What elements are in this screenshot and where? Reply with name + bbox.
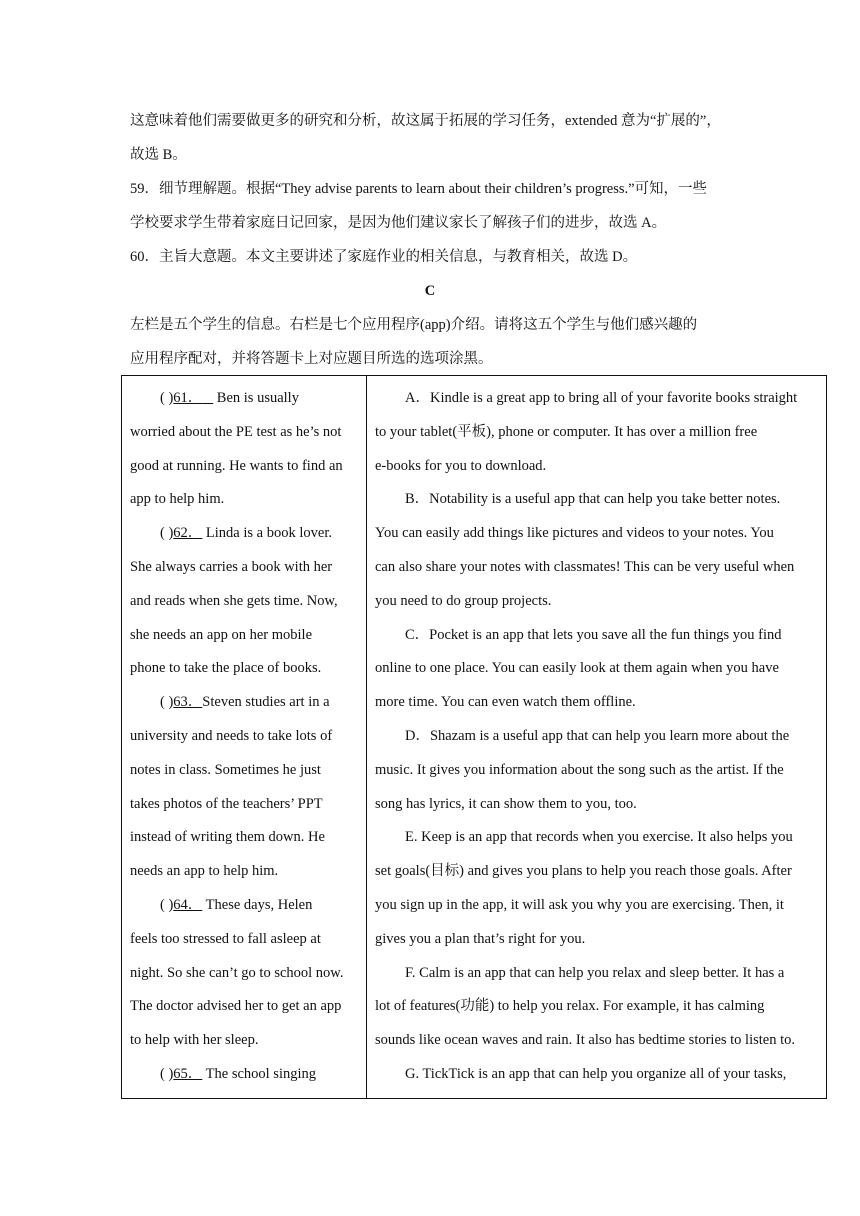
question-line: worried about the PE test as he’s not: [130, 423, 342, 440]
section-instructions: [130, 308, 750, 376]
app-line: you sign up in the app, it will ask you why you are exercising. Then, it: [375, 896, 784, 913]
question-line: The doctor advised her to get an app: [130, 998, 342, 1015]
intro-line: 学校要求学生带着家庭日记回家，是因为他们建议家长了解孩子们的进步，故选 A。: [130, 215, 667, 231]
app-line: gives you a plan that’s right for you.: [375, 930, 586, 947]
answer-paren: ( ): [160, 525, 174, 542]
app-option-f: F. Calm is an app that can help you relax and sleep better. It has a: [405, 964, 785, 981]
answer-paren: ( ): [160, 390, 174, 406]
app-line: sounds like ocean waves and rain. It also has bedtime stories to listen to.: [375, 1032, 796, 1049]
matching-table: [121, 375, 827, 1099]
question-63: [130, 686, 362, 720]
app-option-b: B．Notability is a useful app that can help you take better notes.: [405, 491, 781, 508]
intro-line: 故选 B。: [130, 147, 187, 163]
intro-line: 60．主旨大意题。本文主要讲述了家庭作业的相关信息，与教育相关，故选 D。: [130, 249, 638, 265]
question-number: 64．: [173, 896, 203, 913]
app-line: online to one place. You can easily look at them again when you have: [375, 660, 779, 677]
answer-blank: [202, 390, 213, 406]
app-line: to your tablet(平板), phone or computer. It has over a million free: [375, 423, 758, 440]
students-column: [122, 376, 367, 1099]
question-line: app to help him.: [130, 491, 225, 508]
app-option-a: A．Kindle is a great app to bring all of your favorite books straight: [405, 390, 798, 406]
question-61: [130, 382, 362, 416]
question-number: 62．: [173, 525, 203, 542]
answer-paren: ( ): [160, 896, 174, 913]
question-text: These days, Helen: [202, 896, 313, 913]
question-line: She always carries a book with her: [130, 558, 333, 575]
answer-paren: ( ): [160, 1065, 174, 1082]
app-option-c: C．Pocket is an app that lets you save all the fun things you find: [405, 626, 782, 643]
question-64: [130, 889, 362, 923]
intro-text: [130, 104, 750, 274]
question-line: to help with her sleep.: [130, 1032, 259, 1049]
question-65: [130, 1058, 362, 1092]
question-line: takes photos of the teachers’ PPT: [130, 795, 323, 812]
question-line: notes in class. Sometimes he just: [130, 761, 321, 778]
question-line: university and needs to take lots of: [130, 727, 333, 744]
question-line: needs an app to help him.: [130, 863, 279, 880]
question-text: Steven studies art in a: [202, 694, 330, 711]
instruction-line: 左栏是五个学生的信息。右栏是七个应用程序(app)介绍。请将这五个学生与他们感兴趣的: [130, 317, 698, 333]
question-number: 63．: [173, 694, 203, 711]
question-line: and reads when she gets time. Now,: [130, 592, 338, 609]
question-number: 65．: [173, 1065, 203, 1082]
app-line: You can easily add things like pictures and videos to your notes. You: [375, 525, 774, 542]
question-line: feels too stressed to fall asleep at: [130, 930, 321, 947]
apps-column: [367, 376, 827, 1099]
app-option-g: G. TickTick is an app that can help you organize all of your tasks,: [405, 1065, 787, 1082]
app-option-d: D．Shazam is a useful app that can help you learn more about the: [405, 727, 790, 744]
app-line: song has lyrics, it can show them to you, too.: [375, 795, 637, 812]
question-text: Linda is a book lover.: [202, 525, 332, 542]
question-number: 61．: [173, 390, 203, 406]
question-line: phone to take the place of books.: [130, 660, 322, 677]
app-line: can also share your notes with classmates! This can be very useful when: [375, 558, 795, 575]
question-line: night. So she can’t go to school now.: [130, 964, 344, 981]
question-line: she needs an app on her mobile: [130, 626, 313, 643]
app-line: set goals(目标) and gives you plans to help you reach those goals. After: [375, 863, 792, 880]
app-option-e: E. Keep is an app that records when you exercise. It also helps you: [405, 829, 793, 846]
question-62: [130, 517, 362, 551]
app-line: more time. You can even watch them offline.: [375, 694, 636, 711]
app-line: lot of features(功能) to help you relax. For example, it has calming: [375, 998, 765, 1015]
app-line: you need to do group projects.: [375, 592, 552, 609]
question-line: instead of writing them down. He: [130, 829, 325, 846]
section-title: C: [424, 283, 436, 299]
question-text: Ben is usually: [213, 390, 299, 406]
intro-line: 59．细节理解题。根据“They advise parents to learn about their children’s progress.”可知，一些: [130, 181, 708, 197]
answer-paren: ( ): [160, 694, 174, 711]
question-line: good at running. He wants to find an: [130, 457, 343, 474]
app-line: e-books for you to download.: [375, 457, 547, 474]
app-line: music. It gives you information about the song such as the artist. If the: [375, 761, 784, 778]
question-text: The school singing: [202, 1065, 317, 1082]
instruction-line: 应用程序配对，并将答题卡上对应题目所选的选项涂黑。: [130, 351, 493, 367]
intro-line: 这意味着他们需要做更多的研究和分析，故这属于拓展的学习任务，extended 意为“扩展的”，: [130, 113, 721, 129]
